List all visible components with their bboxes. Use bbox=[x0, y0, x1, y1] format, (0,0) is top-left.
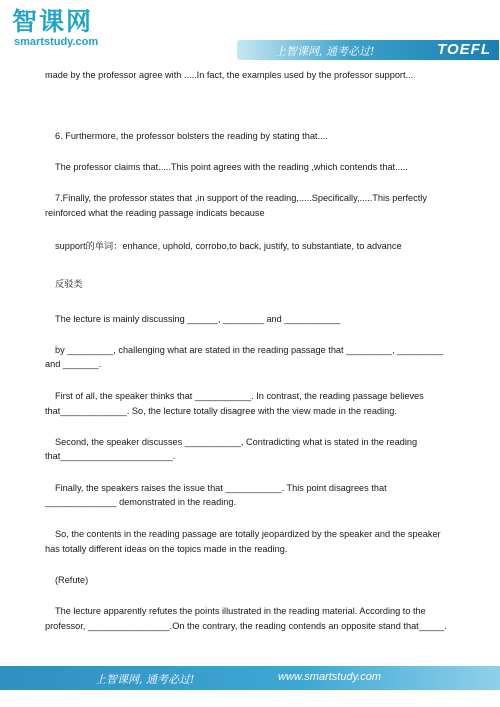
text-line: that______________________. bbox=[45, 451, 176, 461]
footer-url: www.smartstudy.com bbox=[278, 671, 382, 683]
text-line: Second, the speaker discusses ___________, Contradicting what is stated in the reading bbox=[55, 437, 418, 447]
toefl-brand: TOEFL bbox=[437, 41, 491, 58]
page-footer bbox=[0, 666, 500, 690]
text-line: professor, ________________.On the contrary, the reading contends an opposite stand that_____. bbox=[45, 621, 447, 631]
text-line: The lecture apparently refutes the points illustrated in the reading material. According to the bbox=[55, 606, 426, 616]
section-heading: 反驳类 bbox=[55, 279, 83, 289]
text-line: So, the contents in the reading passage are totally jeopardized by the speaker and the speaker bbox=[55, 529, 441, 539]
text-line: that_____________. So, the lecture totally disagree with the view made in the reading. bbox=[45, 406, 397, 416]
text-line: The professor claims that.....This point agrees with the reading ,which contends that..... bbox=[55, 162, 408, 172]
text-line: support的单词：enhance, uphold, corrobo,to back, justify, to substantiate, to advance bbox=[55, 241, 402, 251]
text-line: 7.Finally, the professor states that ,in support of the reading,.....Specifically,.....This perfectly bbox=[55, 193, 427, 203]
logo-chinese-text: 智课网 bbox=[12, 7, 94, 36]
text-line: 6. Furthermore, the professor bolsters the reading by stating that.... bbox=[55, 131, 328, 141]
text-line: First of all, the speaker thinks that ___________. In contrast, the reading passage believes bbox=[55, 391, 424, 401]
text-line: and _______. bbox=[45, 359, 102, 369]
footer-slogan: 上智课网, 通考必过! bbox=[95, 673, 195, 686]
text-line: The lecture is mainly discussing ______, ________ and ___________ bbox=[55, 314, 341, 324]
text-line: has totally different ideas on the topics made in the reading. bbox=[45, 544, 288, 554]
text-line: made by the professor agree with .....In fact, the examples used by the professor support... bbox=[45, 70, 414, 80]
text-line: Finally, the speakers raises the issue that ___________. This point disagrees that bbox=[55, 483, 387, 493]
logo-domain-text: smartstudy.com bbox=[14, 36, 99, 48]
header-slogan: 上智课网, 通考必过! bbox=[275, 45, 375, 58]
text-line: reinforced what the reading passage indicats because bbox=[45, 208, 265, 218]
text-line: ______________ demonstrated in the reading. bbox=[45, 497, 237, 507]
text-line: (Refute) bbox=[55, 575, 89, 585]
text-line: by _________, challenging what are stated in the reading passage that _________, _________ bbox=[55, 345, 444, 355]
